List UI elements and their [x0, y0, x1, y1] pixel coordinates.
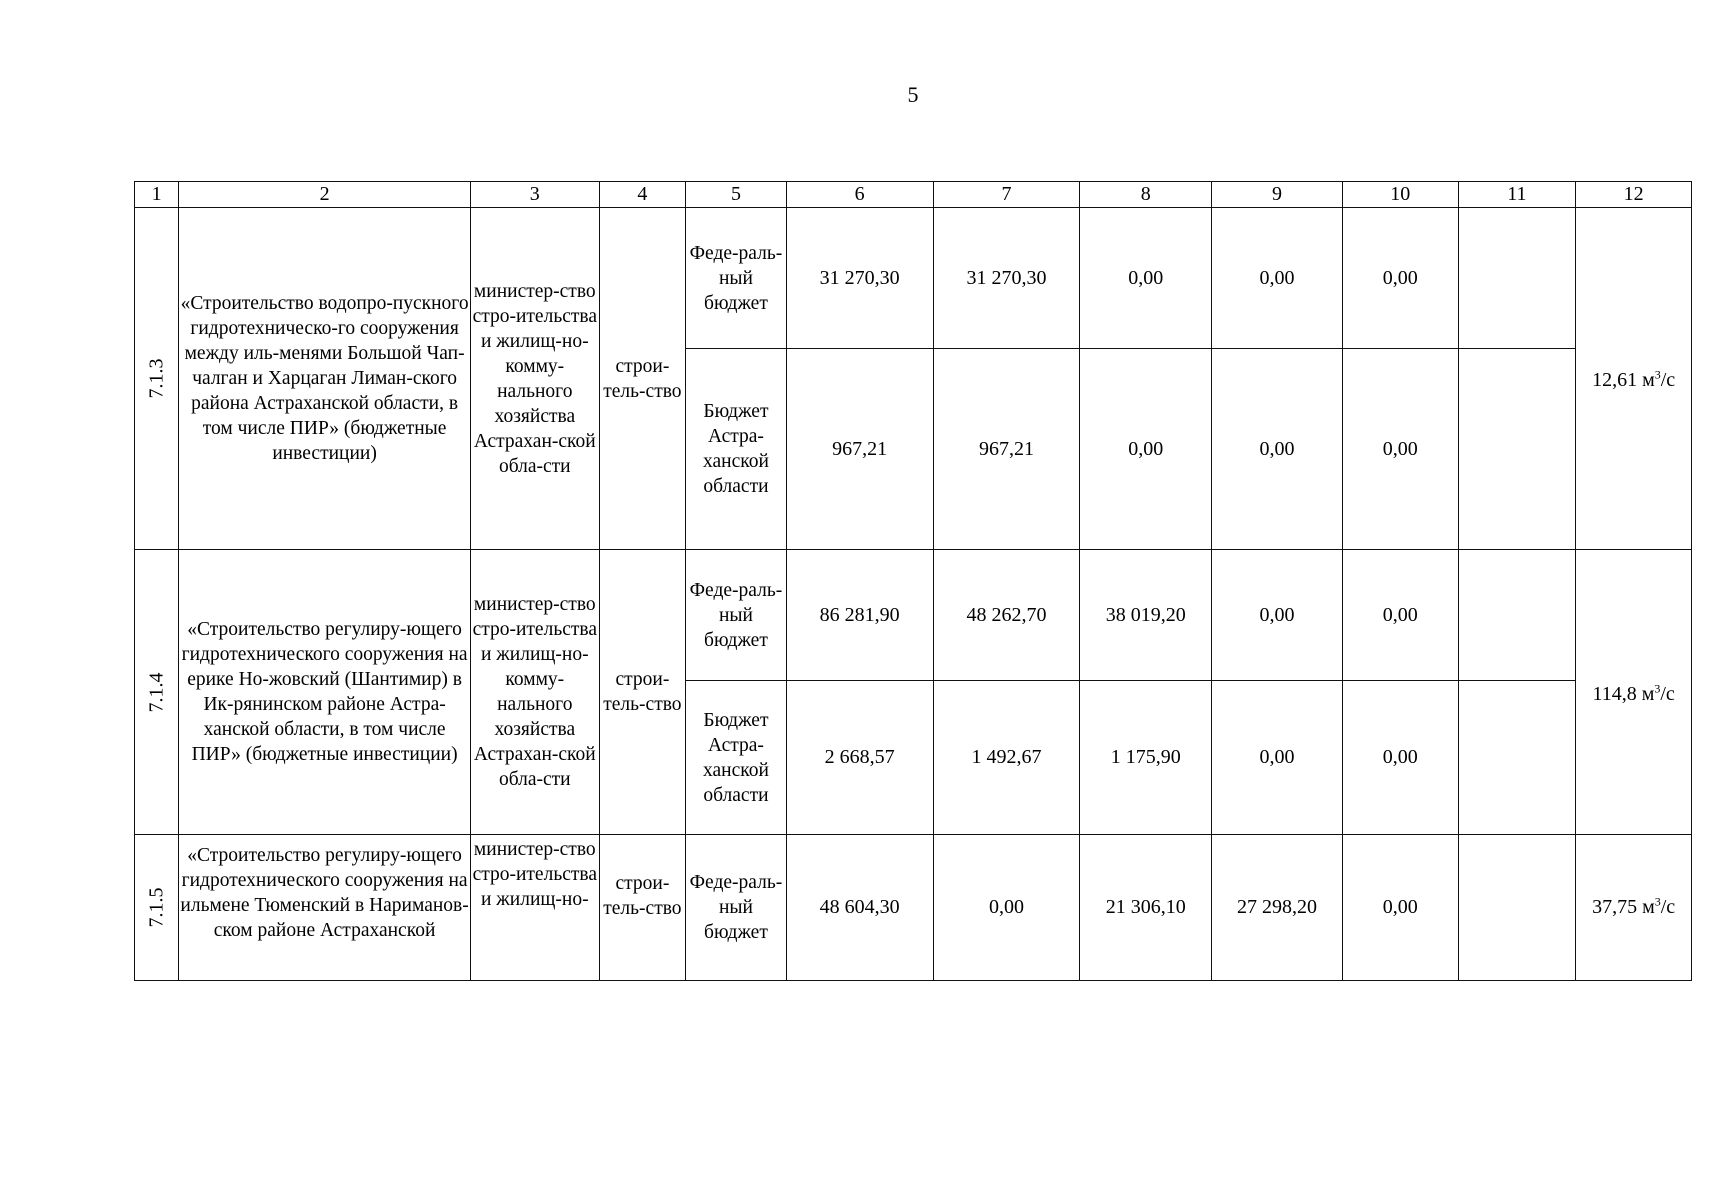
- header-col-12: 12: [1576, 182, 1692, 208]
- value-col-11: [1458, 835, 1576, 981]
- value-col-6: 967,21: [786, 349, 933, 550]
- header-col-2: 2: [179, 182, 471, 208]
- value-col-11: [1458, 208, 1576, 349]
- capacity-cell: 37,75 $м^3/с$: [1576, 835, 1692, 981]
- header-col-3: 3: [470, 182, 599, 208]
- work-type: строи-тель-ство: [599, 208, 686, 550]
- value-col-6: 48 604,30: [786, 835, 933, 981]
- header-col-6: 6: [786, 182, 933, 208]
- responsible-org: министер-ство стро-ительства и жилищ-но-комму-нального хозяйства Астрахан-ской обла-сти: [470, 550, 599, 835]
- funding-source: Бюджет Астра-ханской области: [686, 349, 787, 550]
- project-name: «Строительство регулиру-ющего гидротехнического сооружения на ерике Но-жовский (Шантимир) в Ик-рянинском районе Астра-ханской области, в том числе ПИР» (бюджетные инвестиции): [179, 550, 471, 835]
- value-col-7: 31 270,30: [933, 208, 1080, 349]
- row-number: 7.1.5: [135, 835, 179, 981]
- table-row: [135, 550, 1692, 681]
- funding-source: Бюджет Астра-ханской области: [686, 681, 787, 835]
- page-number: 5: [907, 82, 919, 107]
- value-col-7: 48 262,70: [933, 550, 1080, 681]
- value-col-10: 0,00: [1342, 208, 1458, 349]
- project-name: «Строительство водопро-пускного гидротехническо-го сооружения между иль-менями Большой Чап-чалган и Харцаган Лиман-ского района Астраханской области, в том числе ПИР» (бюджетные инвестиции): [179, 208, 471, 550]
- table-row: [135, 835, 1692, 981]
- header-col-4: 4: [599, 182, 686, 208]
- row-number: 7.1.4: [135, 550, 179, 835]
- value-col-10: 0,00: [1342, 349, 1458, 550]
- row-number: 7.1.3: [135, 208, 179, 550]
- value-col-6: 31 270,30: [786, 208, 933, 349]
- value-col-7: 1 492,67: [933, 681, 1080, 835]
- value-col-9: 0,00: [1212, 208, 1343, 349]
- funding-source: Феде-раль-ный бюджет: [686, 550, 787, 681]
- funding-source: Феде-раль-ный бюджет: [686, 208, 787, 349]
- value-col-8: 1 175,90: [1080, 681, 1212, 835]
- header-col-8: 8: [1080, 182, 1212, 208]
- header-col-1: 1: [135, 182, 179, 208]
- header-col-7: 7: [933, 182, 1080, 208]
- investment-table: [134, 181, 1692, 981]
- responsible-org: министер-ство стро-ительства и жилищ-но-комму-нального хозяйства Астрахан-ской обла-сти: [470, 208, 599, 550]
- value-col-7: 0,00: [933, 835, 1080, 981]
- header-col-10: 10: [1342, 182, 1458, 208]
- value-col-11: [1458, 681, 1576, 835]
- value-col-10: 0,00: [1342, 681, 1458, 835]
- value-col-11: [1458, 349, 1576, 550]
- value-col-11: [1458, 550, 1576, 681]
- value-col-9: 0,00: [1212, 550, 1343, 681]
- work-type: строи-тель-ство: [599, 550, 686, 835]
- value-col-8: 21 306,10: [1080, 835, 1212, 981]
- funding-source: Феде-раль-ный бюджет: [686, 835, 787, 981]
- header-col-9: 9: [1212, 182, 1343, 208]
- value-col-10: 0,00: [1342, 835, 1458, 981]
- value-col-9: 0,00: [1212, 681, 1343, 835]
- value-col-7: 967,21: [933, 349, 1080, 550]
- header-col-11: 11: [1458, 182, 1576, 208]
- table-row: [135, 208, 1692, 349]
- responsible-org: министер-ство стро-ительства и жилищ-но-: [470, 835, 599, 981]
- project-name: «Строительство регулиру-ющего гидротехнического сооружения на ильмене Тюменский в Нариманов-ском районе Астраханской: [179, 835, 471, 981]
- value-col-6: 86 281,90: [786, 550, 933, 681]
- value-col-9: 0,00: [1212, 349, 1343, 550]
- capacity-cell: 12,61 $м^3/с$: [1576, 208, 1692, 550]
- capacity-cell: 114,8 $м^3/с$: [1576, 550, 1692, 835]
- value-col-8: 0,00: [1080, 208, 1212, 349]
- value-col-9: 27 298,20: [1212, 835, 1343, 981]
- header-row: [135, 182, 1692, 208]
- value-col-6: 2 668,57: [786, 681, 933, 835]
- work-type: строи-тель-ство: [599, 835, 686, 981]
- value-col-8: 0,00: [1080, 349, 1212, 550]
- header-col-5: 5: [686, 182, 787, 208]
- value-col-8: 38 019,20: [1080, 550, 1212, 681]
- value-col-10: 0,00: [1342, 550, 1458, 681]
